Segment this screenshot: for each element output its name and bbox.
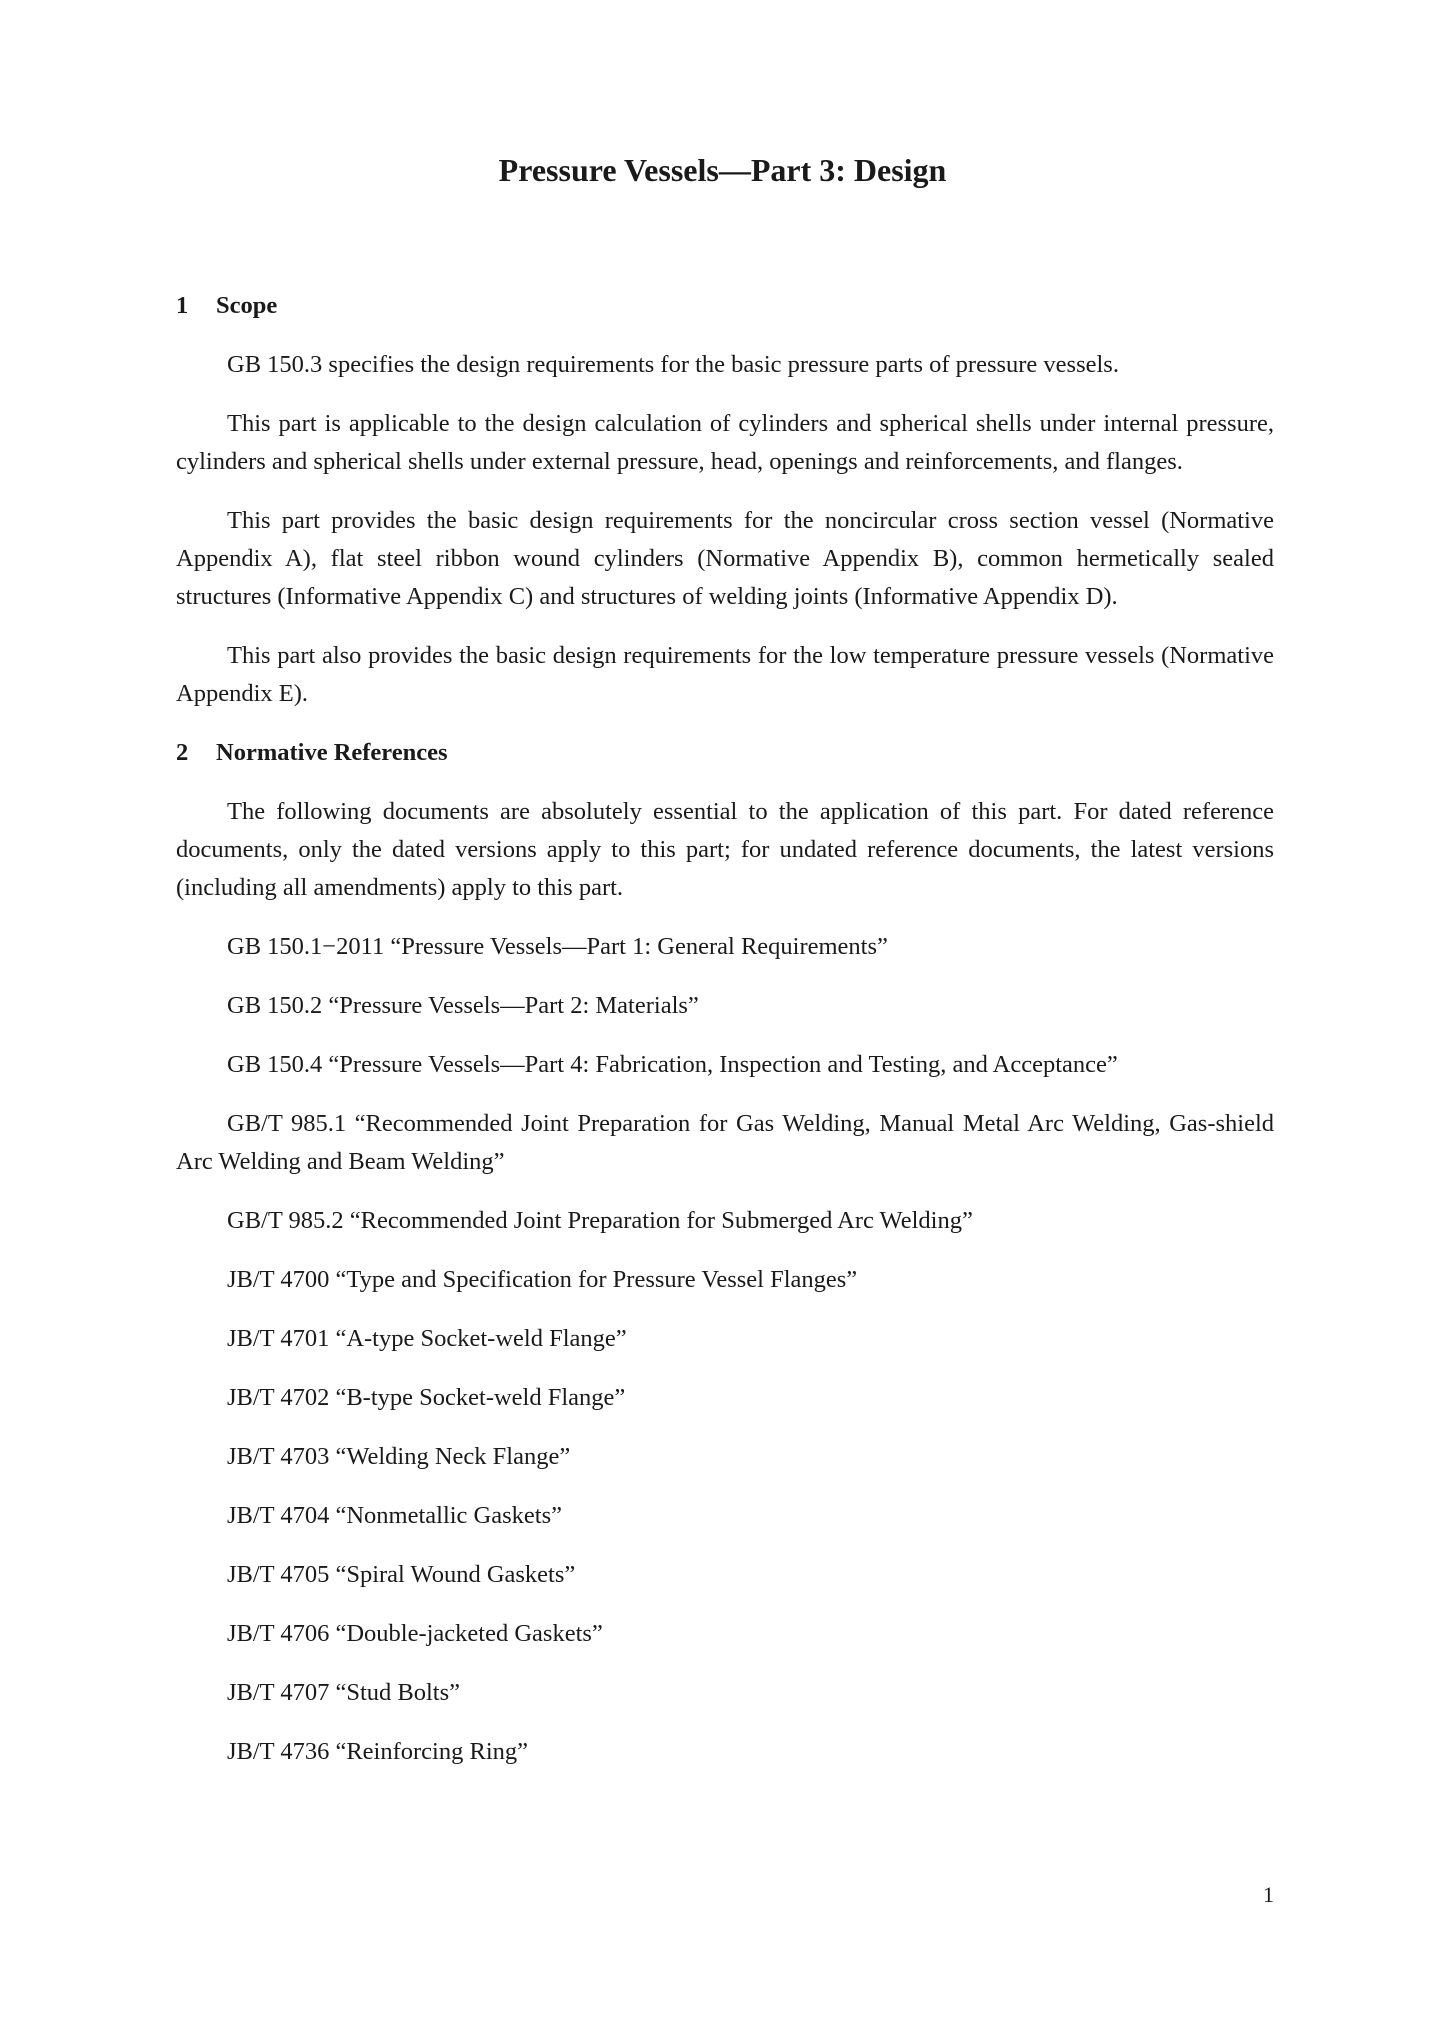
reference-item: GB/T 985.1 “Recommended Joint Preparation for Gas Welding, Manual Metal Arc Welding, Gas-shield Arc Welding and Beam Welding” bbox=[176, 1110, 1274, 1175]
reference-item: JB/T 4702 “B-type Socket-weld Flange” bbox=[227, 1384, 626, 1411]
reference-item: GB/T 985.2 “Recommended Joint Preparation for Submerged Arc Welding” bbox=[227, 1207, 973, 1234]
document-title: Pressure Vessels—Part 3: Design bbox=[498, 152, 947, 188]
reference-item: GB 150.4 “Pressure Vessels—Part 4: Fabrication, Inspection and Testing, and Acceptance” bbox=[227, 1051, 1118, 1078]
paragraph: This part also provides the basic design requirements for the low temperature pressure vessels (Normative Appendix E). bbox=[176, 642, 1274, 707]
section-title: Normative References bbox=[216, 739, 448, 766]
paragraph: This part provides the basic design requirements for the noncircular cross section vessel (Normative Appendix A), flat steel ribbon wound cylinders (Normative Appendix B), common hermetically sealed structures (Informative Appendix C) and structures of welding joints (Informative Appendix D). bbox=[176, 507, 1274, 610]
section-heading-scope bbox=[176, 287, 1274, 325]
section-number: 2 bbox=[176, 739, 189, 766]
reference-item: JB/T 4705 “Spiral Wound Gaskets” bbox=[227, 1561, 576, 1588]
paragraph: This part is applicable to the design calculation of cylinders and spherical shells under internal pressure, cylinders and spherical shells under external pressure, head, openings and reinforcements, and flanges. bbox=[176, 410, 1274, 475]
reference-item: JB/T 4704 “Nonmetallic Gaskets” bbox=[227, 1502, 562, 1529]
reference-item: JB/T 4707 “Stud Bolts” bbox=[227, 1679, 461, 1706]
reference-item: JB/T 4700 “Type and Specification for Pressure Vessel Flanges” bbox=[227, 1266, 858, 1293]
section-title: Scope bbox=[216, 292, 278, 319]
reference-item: JB/T 4736 “Reinforcing Ring” bbox=[227, 1738, 528, 1765]
section-number: 1 bbox=[176, 292, 189, 319]
paragraph: GB 150.3 specifies the design requirements for the basic pressure parts of pressure vessels. bbox=[227, 351, 1119, 378]
reference-item: JB/T 4701 “A-type Socket-weld Flange” bbox=[227, 1325, 627, 1352]
reference-item: GB 150.1−2011 “Pressure Vessels—Part 1: General Requirements” bbox=[227, 933, 888, 960]
paragraph: The following documents are absolutely essential to the application of this part. For dated reference documents, only the dated versions apply to this part; for undated reference documents, the latest versions (including all amendments) apply to this part. bbox=[176, 798, 1274, 901]
document-body bbox=[176, 287, 1274, 1792]
reference-item: JB/T 4703 “Welding Neck Flange” bbox=[227, 1443, 571, 1470]
reference-item: JB/T 4706 “Double-jacketed Gaskets” bbox=[227, 1620, 603, 1647]
reference-item: GB 150.2 “Pressure Vessels—Part 2: Materials” bbox=[227, 992, 699, 1019]
section-heading-normative-references bbox=[176, 734, 1274, 772]
page-number: 1 bbox=[1263, 1882, 1274, 1907]
